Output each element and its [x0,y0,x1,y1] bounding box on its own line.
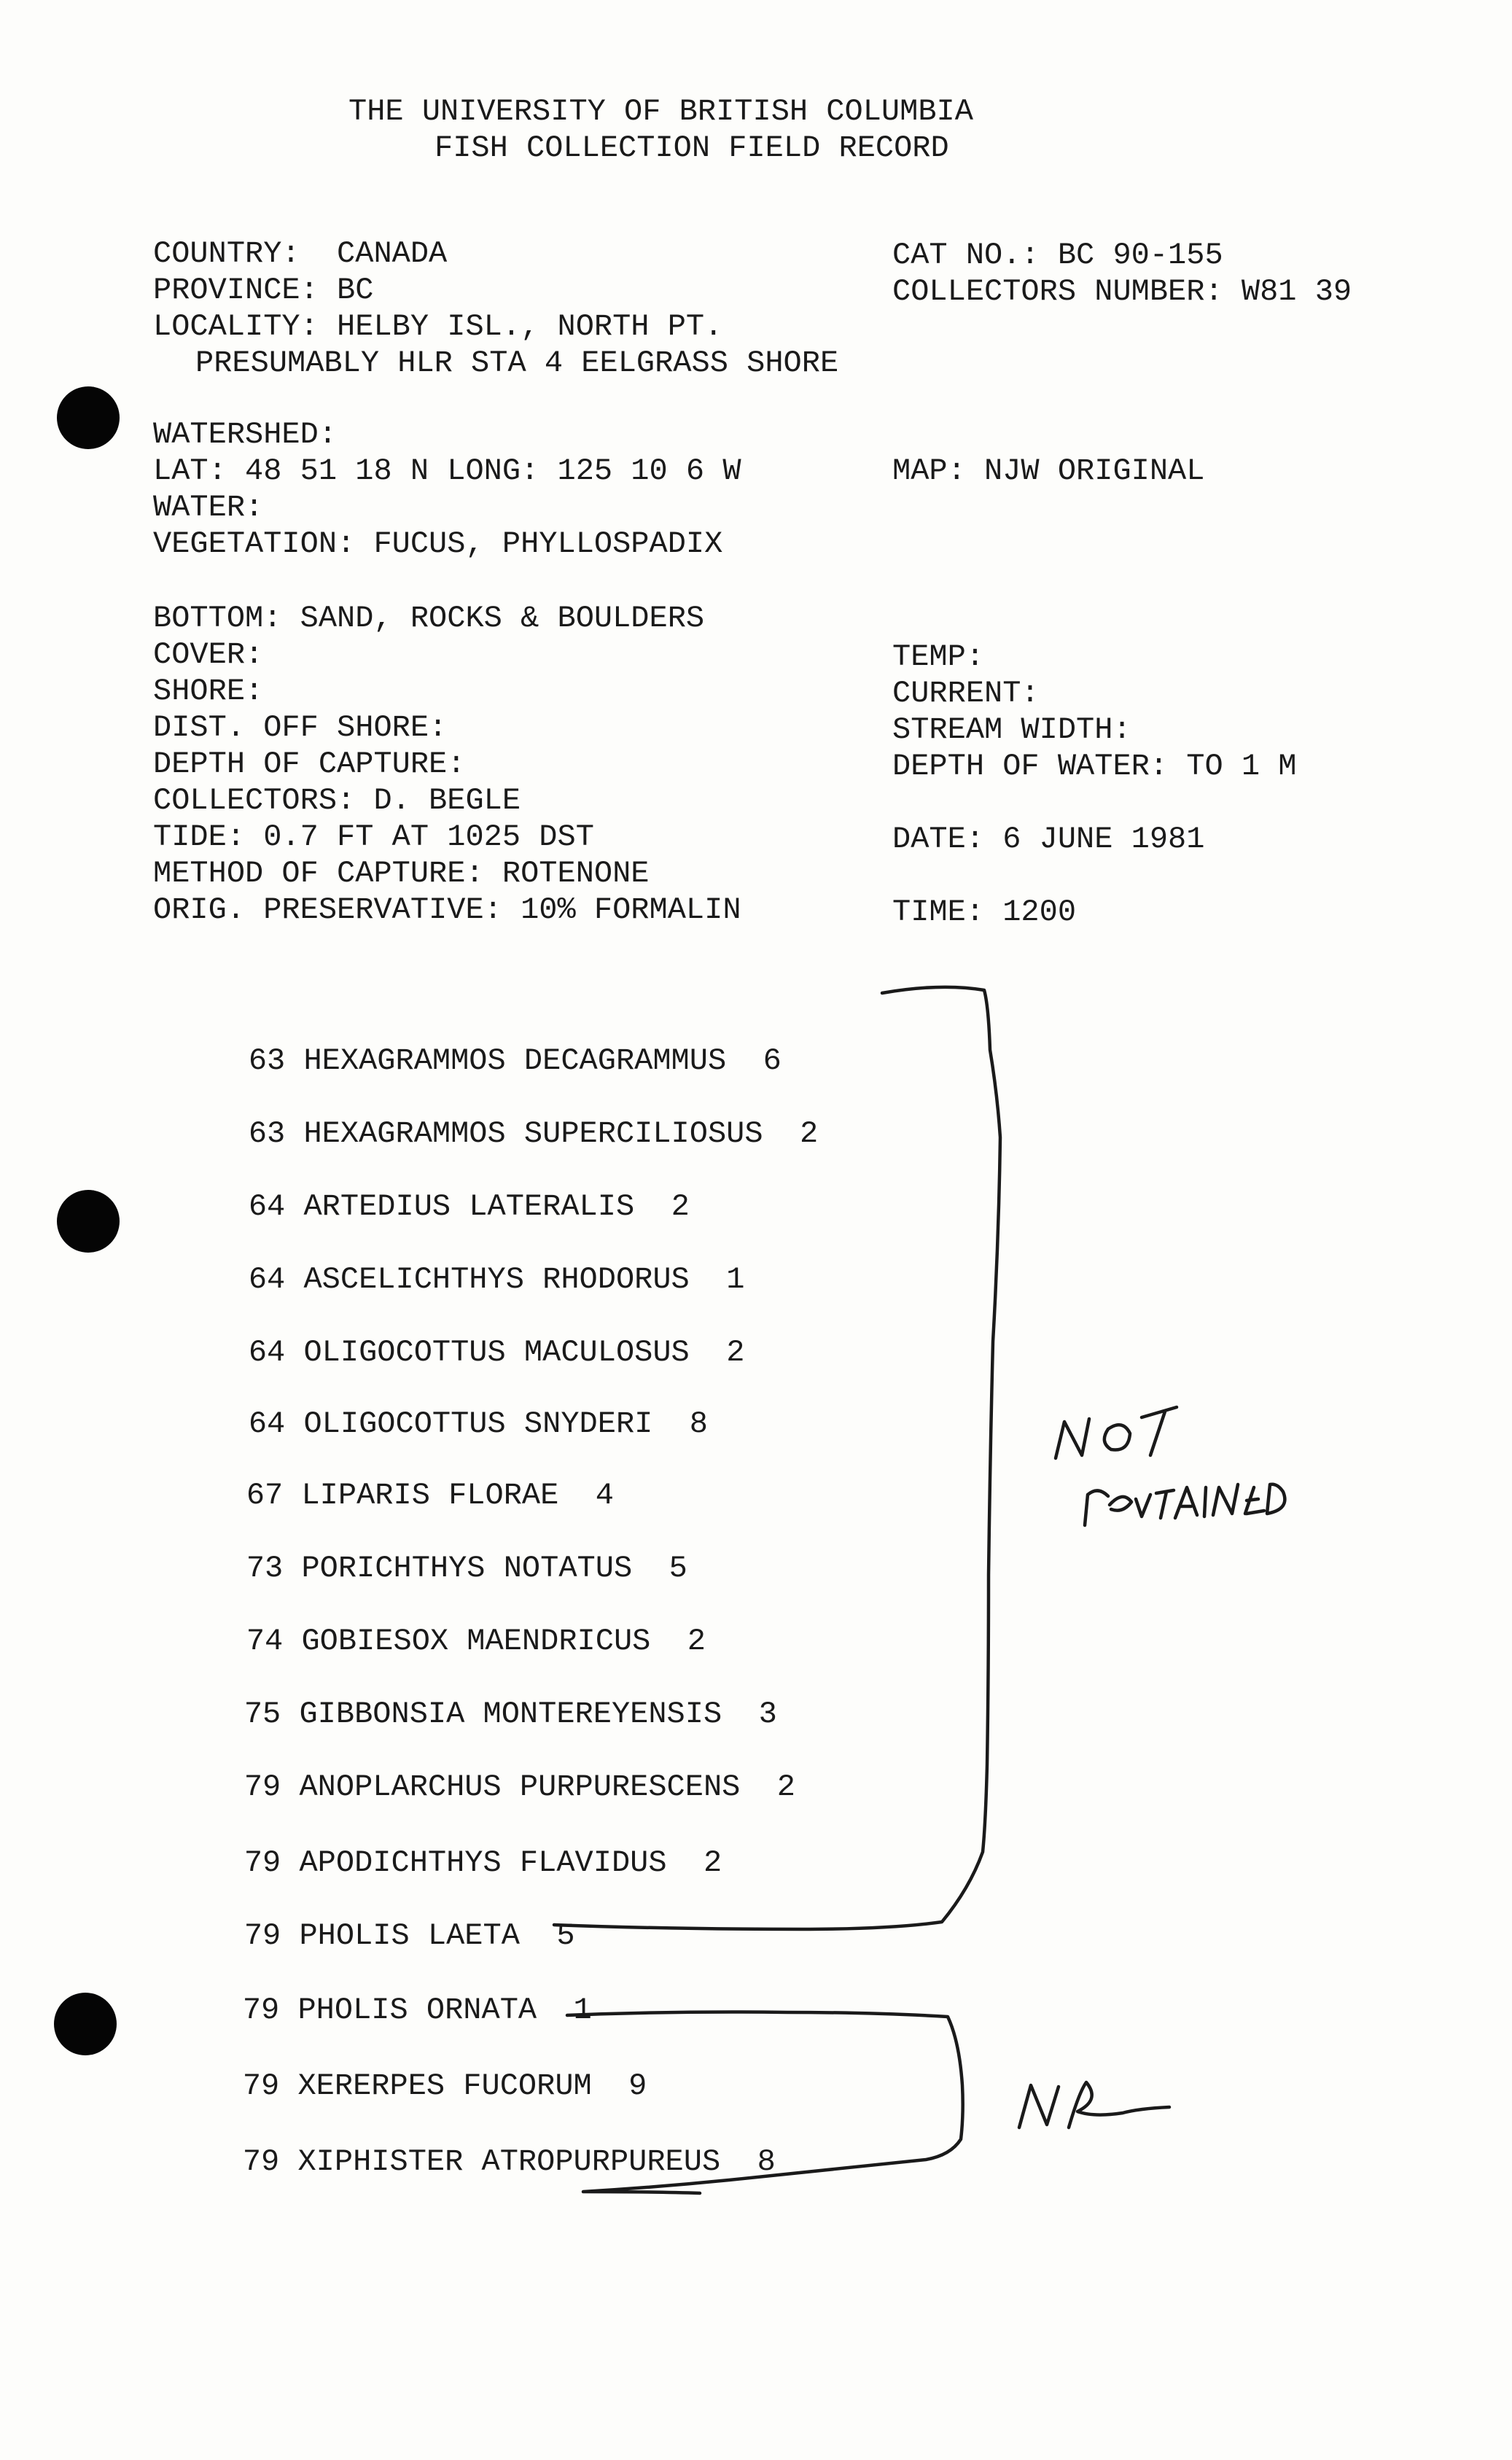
species-name: OLIGOCOTTUS SNYDERI [303,1406,653,1441]
species-family: 67 [246,1478,284,1513]
collectors-number-field: COLLECTORS NUMBER: W81 39 [892,274,1352,309]
species-name: XERERPES FUCORUM [297,2068,592,2103]
country-field: COUNTRY: CANADA [153,236,448,271]
species-name: APODICHTHYS FLAVIDUS [299,1845,667,1880]
species-count: 8 [689,1406,708,1441]
species-count: 5 [556,1918,575,1953]
tide-field: TIDE: 0.7 FT AT 1025 DST [153,820,594,855]
temp-field: TEMP: [892,639,985,674]
species-name: GIBBONSIA MONTEREYENSIS [299,1697,722,1732]
shore-field: SHORE: [153,674,264,709]
species-family: 64 [248,1335,286,1370]
species-count: 8 [757,2144,776,2179]
species-name: GOBIESOX MAENDRICUS [301,1624,651,1659]
species-family: 74 [246,1624,284,1659]
species-count: 2 [703,1845,722,1880]
species-name: PORICHTHYS NOTATUS [301,1551,633,1586]
species-name: HEXAGRAMMOS SUPERCILIOSUS [303,1116,763,1151]
species-family: 73 [246,1551,284,1586]
species-family: 79 [243,1918,281,1953]
species-count: 2 [800,1116,819,1151]
note-not-retained-N [1056,1419,1089,1458]
dist-off-shore-field: DIST. OFF SHORE: [153,710,448,745]
species-family: 64 [248,1189,286,1224]
lat-long-field: LAT: 48 51 18 N LONG: 125 10 6 W [153,454,741,489]
species-count: 1 [726,1262,745,1297]
note-not-retained-line2 [1085,1484,1285,1525]
header-line-1: THE UNIVERSITY OF BRITISH COLUMBIA [348,94,973,129]
species-count: 1 [573,1993,592,2028]
species-name: XIPHISTER ATROPURPUREUS [297,2144,721,2179]
species-name: LIPARIS FLORAE [301,1478,559,1513]
species-family: 79 [242,1993,280,2028]
species-family: 64 [248,1406,286,1441]
current-field: CURRENT: [892,676,1040,711]
species-count: 6 [763,1043,782,1078]
note-nr [1019,2082,1169,2128]
species-family: 79 [242,2068,280,2103]
species-name: ASCELICHTHYS RHODORUS [303,1262,690,1297]
species-name: ARTEDIUS LATERALIS [303,1189,635,1224]
species-name: ANOPLARCHUS PURPURESCENS [299,1770,741,1805]
species-family: 79 [243,1845,281,1880]
species-count: 2 [671,1189,690,1224]
species-name: OLIGOCOTTUS MACULOSUS [303,1335,690,1370]
species-family: 64 [248,1262,286,1297]
bottom-field: BOTTOM: SAND, ROCKS & BOULDERS [153,601,705,636]
watershed-field: WATERSHED: [153,417,338,452]
species-count: 2 [776,1770,796,1805]
preservative-field: ORIG. PRESERVATIVE: 10% FORMALIN [153,892,741,927]
species-count: 3 [758,1697,777,1732]
depth-of-water-field: DEPTH OF WATER: TO 1 M [892,749,1297,784]
species-count: 9 [628,2068,647,2103]
depth-of-capture-field: DEPTH OF CAPTURE: [153,747,466,782]
note-not-retained-T [1142,1407,1177,1455]
species-name: HEXAGRAMMOS DECAGRAMMUS [303,1043,727,1078]
species-family: 63 [248,1043,286,1078]
species-family: 63 [248,1116,286,1151]
time-field: TIME: 1200 [892,895,1077,930]
locality-field: LOCALITY: HELBY ISL., NORTH PT. [153,309,723,344]
species-family: 75 [243,1697,281,1732]
collectors-field: COLLECTORS: D. BEGLE [153,783,521,818]
header-line-2: FISH COLLECTION FIELD RECORD [434,131,949,166]
species-family: 79 [242,2144,280,2179]
species-count: 2 [687,1624,706,1659]
species-name: PHOLIS LAETA [299,1918,520,1953]
species-count: 5 [669,1551,687,1586]
species-family: 79 [243,1770,281,1805]
locality-continued: PRESUMABLY HLR STA 4 EELGRASS SHORE [195,346,839,381]
species-count: 2 [726,1335,745,1370]
water-field: WATER: [153,490,264,525]
stream-width-field: STREAM WIDTH: [892,712,1131,747]
date-field: DATE: 6 JUNE 1981 [892,822,1205,857]
species-name: PHOLIS ORNATA [297,1993,537,2028]
bracket-small [567,2012,963,2194]
method-of-capture-field: METHOD OF CAPTURE: ROTENONE [153,856,650,891]
note-not-retained-O [1104,1425,1130,1449]
species-count: 4 [595,1478,614,1513]
province-field: PROVINCE: BC [153,273,374,308]
cover-field: COVER: [153,637,264,672]
bracket-large [554,987,1000,1929]
vegetation-field: VEGETATION: FUCUS, PHYLLOSPADIX [153,526,723,561]
cat-no-field: CAT NO.: BC 90-155 [892,238,1223,273]
map-field: MAP: NJW ORIGINAL [892,454,1205,489]
